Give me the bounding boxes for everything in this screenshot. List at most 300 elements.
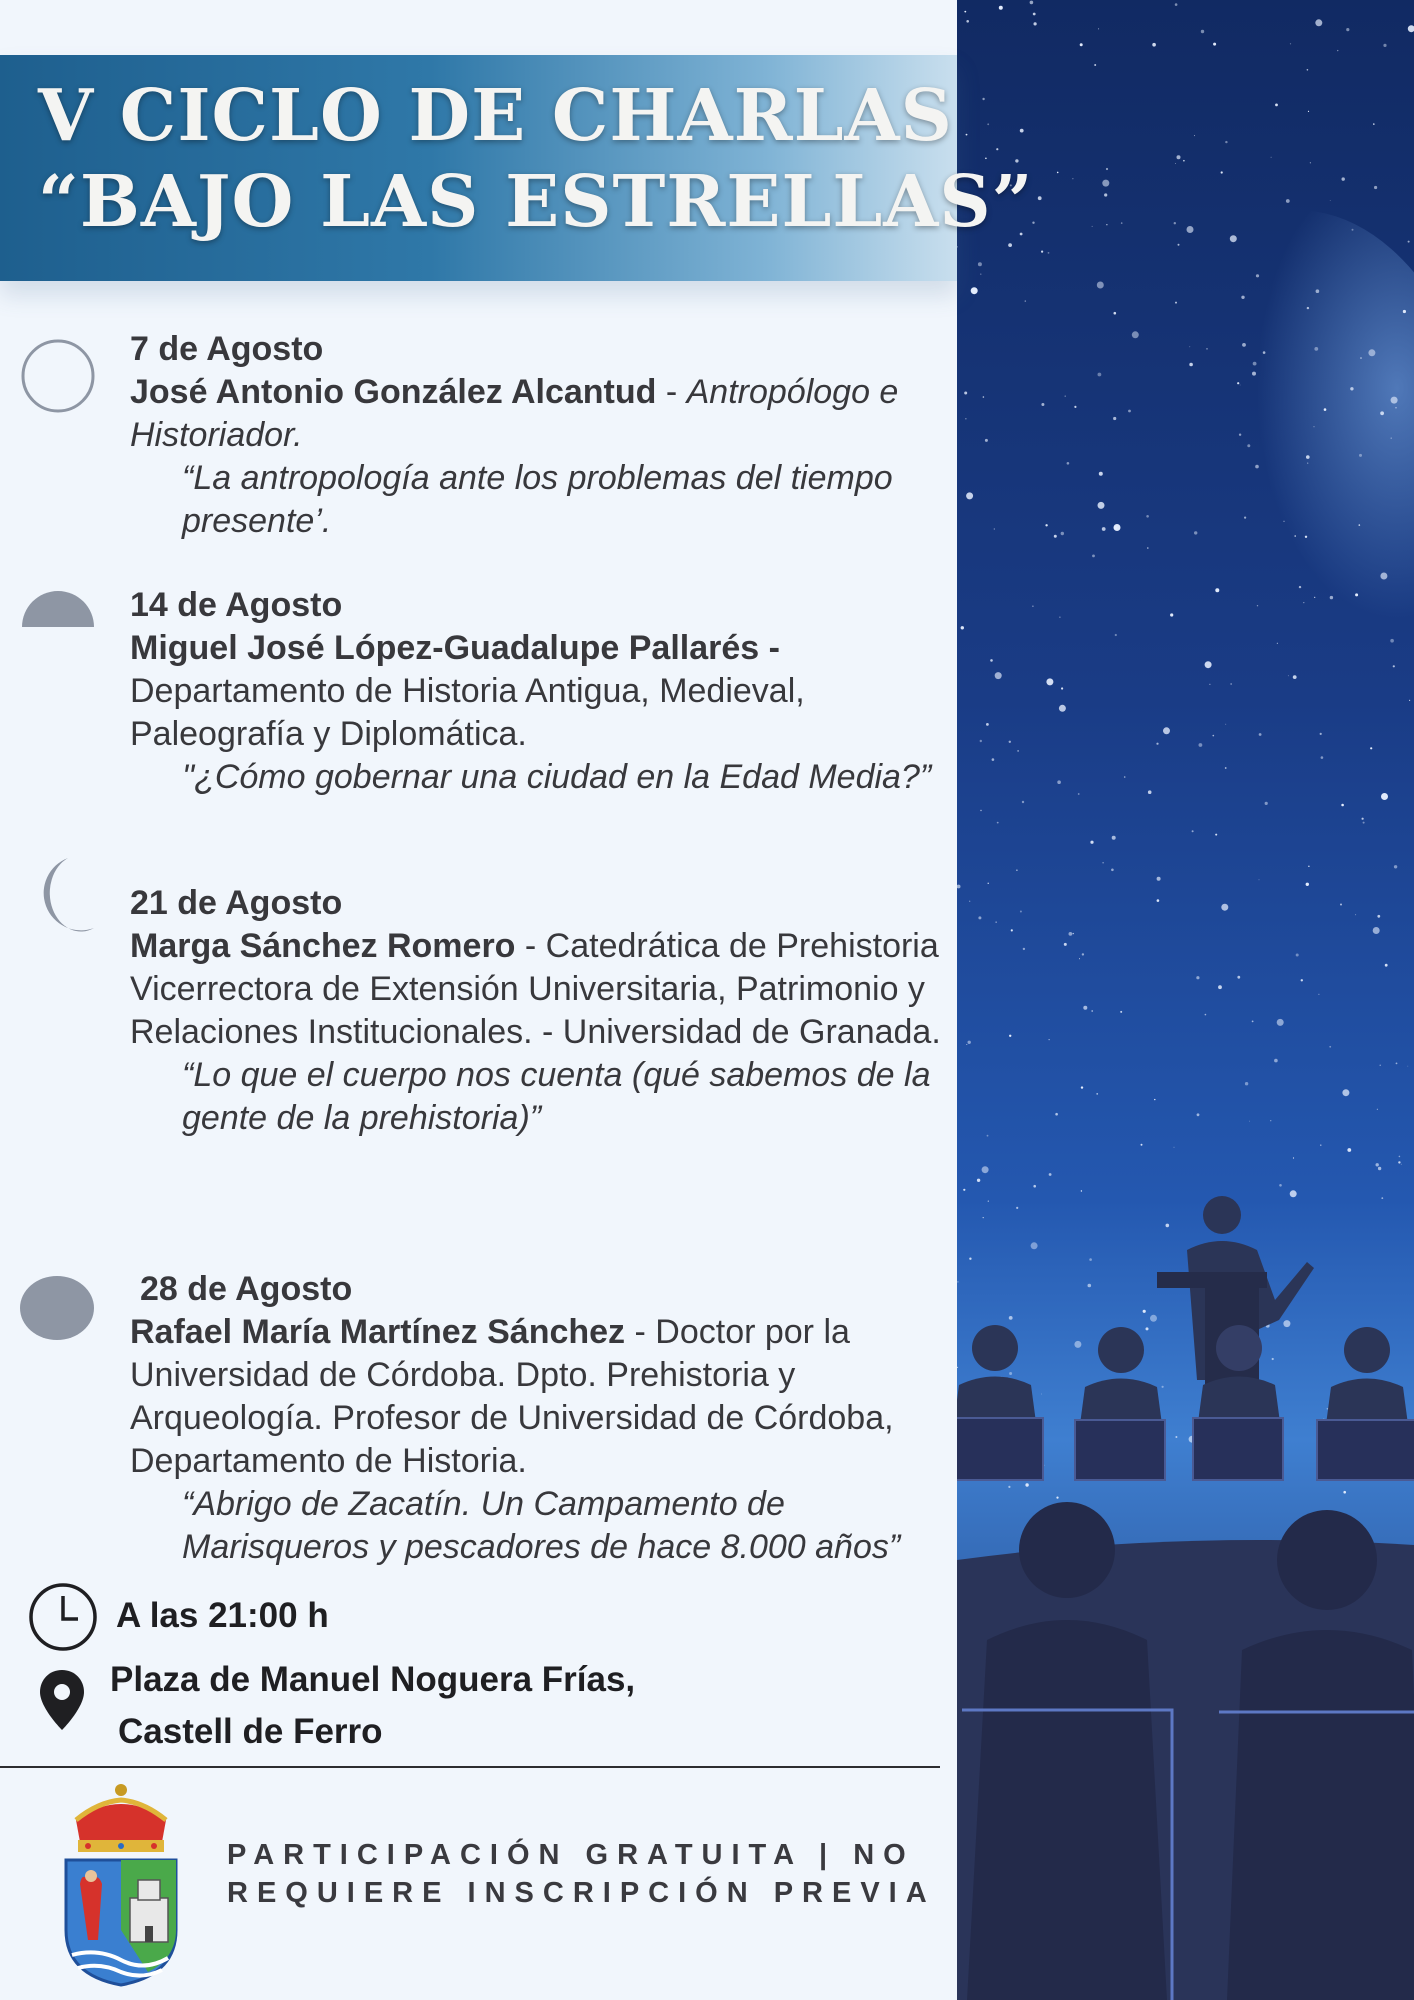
star [1023,948,1025,950]
location-pin-icon [38,1668,86,1732]
star [1391,397,1398,404]
star [1221,904,1228,911]
star [1271,157,1272,158]
star [1376,1163,1379,1166]
star [1373,927,1380,934]
star [1106,168,1108,170]
star [1059,705,1066,712]
star [1320,733,1322,735]
star [964,392,967,395]
star [995,672,1002,679]
star [1213,43,1216,46]
star [1079,958,1080,959]
star [1346,28,1349,31]
star [1033,13,1036,16]
talk-speaker: Marga Sánchez Romero [130,927,516,965]
star [969,1258,971,1260]
star [1049,1173,1052,1176]
star [1038,196,1042,200]
star [1407,1066,1408,1067]
star [1244,517,1246,519]
star [1147,547,1149,549]
star [1112,836,1116,840]
star [1081,1190,1082,1191]
star [983,1217,984,1218]
star [982,1166,989,1173]
star [1154,1099,1155,1100]
star [1340,904,1342,906]
star [1237,976,1240,979]
star [1395,407,1396,408]
star [1374,186,1377,189]
star [1157,877,1161,881]
star [1307,69,1309,71]
star [1194,531,1197,534]
star [1041,403,1044,406]
star [1048,252,1050,254]
star [1059,617,1060,618]
star [1215,588,1219,592]
star [1072,178,1073,179]
talk-1: 7 de Agosto José Antonio González Alcantud - Antropólogo e Historiador. “La antropología ante los problemas del tiempo presente’. [130,328,945,543]
talk-role-detail: Vicerrectora de Extensión Universitaria, Patrimonio y Relaciones Institucionales. - Universidad de Granada. [130,970,941,1051]
star [985,439,988,442]
star [1146,515,1149,518]
event-time: A las 21:00 h [116,1596,329,1635]
star [988,883,989,884]
star [1321,756,1324,759]
star [1189,346,1190,347]
star [1378,1167,1381,1170]
talk-title: “Lo que el cuerpo nos cuenta (qué sabemos de la gente de la prehistoria)” [182,1056,931,1137]
star [1102,180,1109,187]
star [1098,502,1105,509]
star [1148,790,1152,794]
star [1380,1065,1381,1066]
star [1249,1121,1250,1122]
star [1174,1147,1175,1148]
star [1114,526,1117,529]
star [1274,1059,1278,1063]
star [1381,793,1388,800]
star [1141,1144,1143,1146]
star [1189,363,1193,367]
star [1401,1164,1402,1165]
star [1352,229,1354,231]
star [1327,1408,1329,1410]
star [966,1044,967,1045]
star [1231,683,1232,684]
star [968,1041,971,1044]
star [1263,351,1266,354]
star [1065,396,1066,397]
star [1342,1089,1349,1096]
star [997,822,999,824]
star [1257,605,1258,606]
half-moon-icon [20,590,96,630]
star [980,740,982,742]
star [978,262,982,266]
star [1170,613,1173,616]
star [1067,462,1070,465]
star [1175,3,1178,6]
star [1098,28,1099,29]
star [1290,1190,1297,1197]
star [1183,160,1185,162]
star [1314,347,1318,351]
star [1175,1436,1177,1438]
event-title [38,72,1034,244]
star [1102,862,1103,863]
star [1391,438,1392,439]
star [1166,1224,1170,1228]
star [1265,802,1268,805]
talk-speaker: Miguel José López-Guadalupe Pallarés - [130,629,780,667]
star [1033,1185,1036,1188]
star [1205,661,1212,668]
participation-note: PARTICIPACIÓN GRATUITA | NO REQUIERE INSCRIPCIÓN PREVIA [227,1839,936,1909]
star [1016,1207,1018,1209]
star [1239,434,1241,436]
star [1061,532,1064,535]
star [1277,643,1278,644]
star [1025,300,1026,301]
star [1330,200,1331,201]
star [1113,417,1116,420]
star [1150,1315,1157,1322]
star [1362,818,1364,820]
star [1030,1,1034,5]
star [964,11,966,13]
star [1057,172,1059,174]
star [1073,933,1074,934]
full-moon-icon [18,1274,96,1342]
star [1308,111,1309,112]
star [1175,302,1177,304]
talk-4: 28 de Agosto Rafael María Martínez Sánchez - Doctor por la Universidad de Córdoba. Dpto. Prehistoria y Arqueología. Profesor de Universidad de Córdoba, Departamento de Historia. “Abrigo de Zacatín. Un Campamento de Marisqueros y pescadores de hace 8.000 años” [130,1268,945,1569]
star [1363,822,1365,824]
star [966,492,973,499]
star [1377,1109,1378,1110]
talk-title: "¿Cómo gobernar una ciudad en la Edad Media?” [182,758,932,796]
star [1022,801,1024,803]
star [1124,776,1126,778]
star [1225,724,1226,725]
star [1106,224,1107,225]
star [1284,521,1285,522]
star [1034,22,1037,25]
talk-speaker: Rafael María Martínez Sánchez [130,1313,626,1351]
star [1099,472,1103,476]
star [1009,1035,1011,1037]
star [1025,1483,1028,1486]
star [1054,535,1057,538]
star [1120,1011,1122,1013]
star [1355,593,1358,596]
star [1206,348,1207,349]
star [1061,687,1063,689]
location-line-2: Castell de Ferro [118,1712,383,1751]
star [1373,123,1375,125]
star [994,528,995,529]
star [999,6,1003,10]
star [1396,1063,1398,1065]
star [1252,1021,1254,1023]
star [1196,976,1199,979]
star [1305,536,1307,538]
star [957,1281,958,1282]
star [1121,222,1123,224]
star [1383,44,1386,47]
star [1049,1039,1050,1040]
star [1314,597,1315,598]
talk-2 [130,584,945,799]
star [1032,605,1034,607]
star [1011,929,1013,931]
star [1163,727,1170,734]
star [963,1189,965,1191]
star [1337,50,1338,51]
star [1192,830,1194,832]
star [1218,985,1222,989]
talk-title: “Abrigo de Zacatín. Un Campamento de Marisqueros y pescadores de hace 8.000 años” [182,1485,901,1566]
star [1245,1082,1248,1085]
star [1370,747,1372,749]
star [1315,19,1322,26]
star [1074,406,1076,408]
star [1272,1358,1274,1360]
star [1409,700,1410,701]
star [1111,869,1114,872]
star [1199,743,1203,747]
talk-role: Catedrática de Prehistoria [545,927,939,965]
star [1088,1284,1092,1288]
star [1209,684,1210,685]
star [1380,573,1387,580]
star [1355,914,1356,915]
star [1306,455,1310,459]
star [1307,463,1308,464]
star [1009,1372,1012,1375]
star [1360,357,1362,359]
crescent-moon-icon [26,856,98,934]
star [969,901,970,902]
star [1256,274,1259,277]
star [1094,64,1096,66]
star [1368,349,1375,356]
star [1098,373,1102,377]
star [1314,426,1315,427]
star [1104,193,1107,196]
star [980,810,981,811]
star [1347,1148,1351,1152]
star [1294,535,1296,537]
star [1064,943,1067,946]
star [1255,465,1259,469]
star [1359,454,1362,457]
star [1225,141,1227,143]
star [1301,979,1303,981]
star [1009,741,1011,743]
star [1194,135,1195,136]
star [1385,964,1388,967]
star [1279,1184,1282,1187]
star [966,20,969,23]
star [1074,1341,1081,1348]
star [1277,1019,1284,1026]
star [1253,362,1257,366]
star [980,274,981,275]
star [1237,382,1239,384]
talk-date: 14 de Agosto [130,586,343,624]
star [1114,312,1117,315]
star [1303,602,1304,603]
talk-3: 21 de Agosto Marga Sánchez Romero - Catedrática de Prehistoria Vicerrectora de Extensión Universitaria, Patrimonio y Relaciones Institucionales. - Universidad de Granada. “Lo que el cuerpo nos cuenta (qué sabemos de la gente de la prehistoria)” [130,882,945,1140]
divider [0,1766,940,1768]
star [1146,1327,1149,1330]
star [990,659,993,662]
star [1296,954,1299,957]
event-location [110,1654,635,1758]
star [1380,411,1384,415]
star [1342,177,1345,180]
event-title-line-2: “BAJO LAS ESTRELLAS” [38,159,1034,243]
star [1242,343,1246,347]
star [1041,251,1043,253]
star [1240,385,1241,386]
star [1259,879,1260,880]
star [1205,1014,1207,1016]
star [1316,289,1320,293]
star [1306,883,1309,886]
star [977,1179,980,1182]
star [992,758,995,761]
star [1041,1394,1042,1395]
new-moon-icon [20,338,96,414]
star [988,1201,989,1202]
star [1162,1386,1164,1388]
star [1156,743,1158,745]
star [1341,804,1344,807]
talk-date: 21 de Agosto [130,884,343,922]
star [1177,155,1181,159]
star [983,396,985,398]
star [965,418,966,419]
star [1398,1161,1400,1163]
star [1350,387,1353,390]
star [1055,1113,1058,1116]
starry-sky-audience-illustration [957,0,1414,2000]
star [1008,1486,1010,1488]
star [1270,1120,1271,1121]
talk-speaker: José Antonio González Alcantud [130,373,657,411]
star [1247,444,1250,447]
star [1175,163,1176,164]
coat-of-arms-logo [58,1780,184,1990]
star [1083,1006,1087,1010]
star [1408,241,1410,243]
star [1299,586,1301,588]
star [986,723,989,726]
talk-role: Doctor por la Universidad de Córdoba. Dpto. Prehistoria y Arqueología. Profesor de Universidad de Córdoba, Departamento de Historia. [130,1313,894,1480]
star [1091,1010,1093,1012]
star [1174,222,1176,224]
star [1090,841,1093,844]
star [1213,735,1215,737]
star [961,626,964,629]
talk-date: 28 de Agosto [140,1270,353,1308]
star [1393,665,1395,667]
star [1057,780,1061,784]
star [1381,1197,1383,1199]
star [1320,1145,1321,1146]
star [1359,524,1361,526]
star [1157,899,1160,902]
star [1290,43,1291,44]
location-line-1: Plaza de Manuel Noguera Frías, [110,1660,636,1699]
star [1343,1491,1346,1494]
star [1115,634,1117,636]
star [1128,410,1131,413]
star [1092,226,1093,227]
star [1252,372,1256,376]
star [1399,1156,1401,1158]
star [1230,235,1237,242]
star [1078,793,1080,795]
star [1045,524,1047,526]
star [1283,1320,1290,1327]
clock-icon [28,1582,98,1652]
star [1308,866,1309,867]
talk-role: Departamento de Historia Antigua, Medieval, Paleografía y Diplomática. [130,672,805,753]
star [996,922,997,923]
star [1031,1242,1038,1249]
star [1394,865,1397,868]
star [1143,1310,1146,1313]
star [1275,104,1278,107]
star [987,1135,989,1137]
star [1092,555,1095,558]
star [971,287,978,294]
star [1330,596,1333,599]
star [1324,408,1327,411]
star [1241,296,1244,299]
star [1187,226,1194,233]
star [1009,1316,1013,1320]
star [1318,994,1319,995]
star [1307,307,1309,309]
star [1197,1113,1200,1116]
star [1310,162,1311,163]
star [1259,733,1262,736]
star [1082,953,1084,955]
star [978,916,981,919]
star [1215,834,1217,836]
star [1225,767,1227,769]
star [1097,282,1104,289]
event-title-line-1: V CICLO DE CHARLAS [38,73,953,157]
star [1293,1157,1294,1158]
star [1069,932,1073,936]
star [1201,30,1204,33]
star [1096,1093,1098,1095]
star [1403,310,1406,313]
star [1016,869,1018,871]
star [1286,199,1290,203]
star [1081,1086,1083,1088]
star [1293,675,1297,679]
star [1152,43,1156,47]
